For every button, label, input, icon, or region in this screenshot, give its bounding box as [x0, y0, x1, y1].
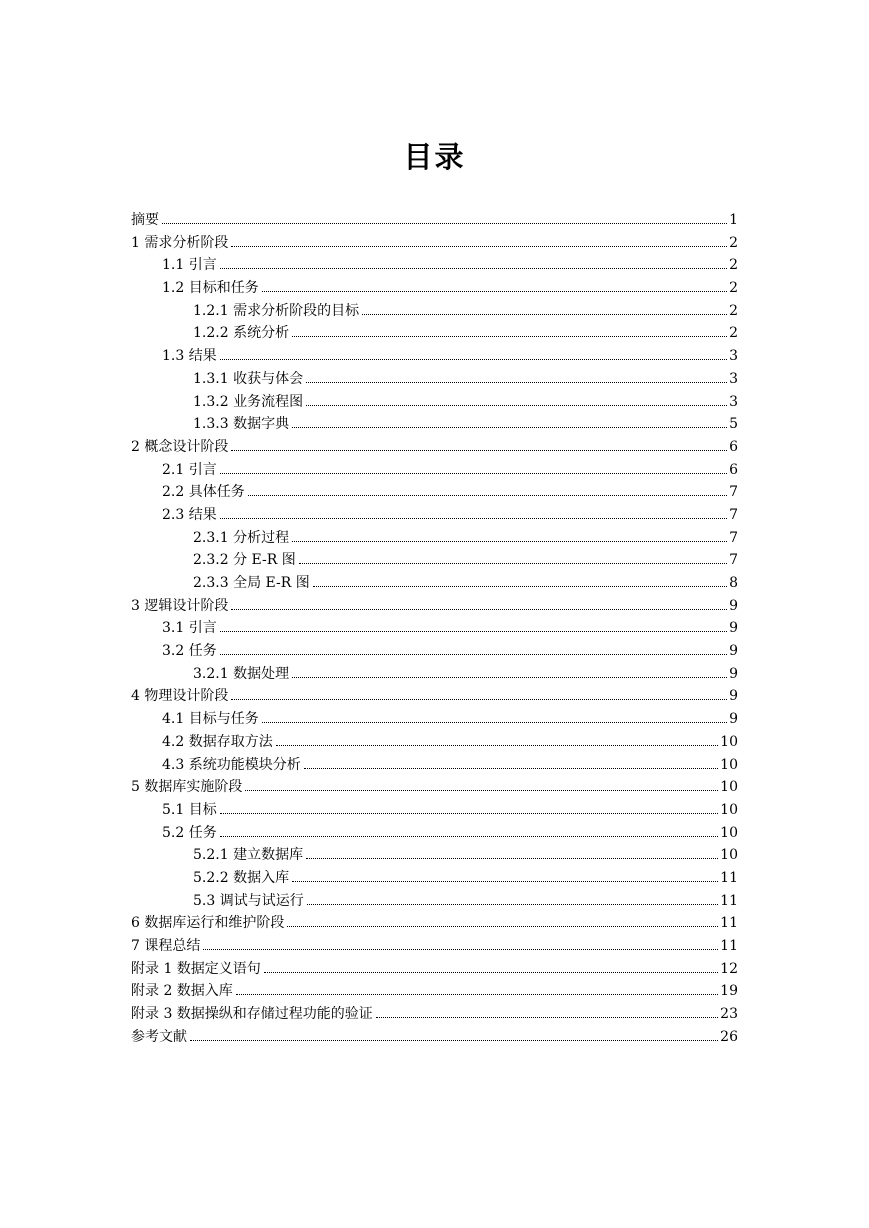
toc-entry-label: 2.3.2 分 E-R 图 [193, 552, 296, 569]
toc-dot-leader [245, 790, 718, 791]
toc-entry-page-number: 11 [720, 938, 738, 954]
toc-entry[interactable] [131, 912, 738, 935]
toc-dot-leader [292, 541, 727, 542]
toc-dot-leader [292, 881, 718, 882]
toc-dot-leader [231, 246, 727, 247]
toc-entry[interactable] [131, 708, 738, 731]
toc-entry[interactable] [131, 345, 738, 368]
toc-dot-leader [262, 291, 727, 292]
toc-dot-leader [306, 858, 718, 859]
toc-entry-page-number: 12 [720, 960, 738, 977]
toc-entry-label: 5.2.2 数据入库 [193, 869, 290, 886]
toc-entry-page-number: 9 [729, 711, 738, 728]
toc-dot-leader [262, 722, 727, 723]
toc-dot-leader [231, 609, 727, 610]
toc-entry-label: 附录 1 数据定义语句 [131, 960, 261, 977]
toc-dot-leader [264, 972, 718, 973]
toc-entry-label: 2 概念设计阶段 [131, 438, 229, 455]
toc-dot-leader [220, 654, 727, 655]
toc-entry-page-number: 10 [720, 824, 738, 841]
toc-entry-page-number: 2 [729, 325, 738, 342]
toc-entry-label: 1.3.3 数据字典 [193, 416, 290, 433]
toc-entry[interactable] [131, 958, 738, 981]
toc-entry[interactable] [131, 685, 738, 708]
toc-entry[interactable] [131, 595, 738, 618]
toc-entry-page-number: 10 [720, 779, 738, 796]
toc-entry-page-number: 3 [729, 348, 738, 365]
toc-entry-page-number: 11 [720, 892, 738, 909]
toc-entry-label: 3.2 任务 [162, 643, 217, 660]
toc-dot-leader [220, 268, 727, 269]
toc-entry-label: 1.3.1 收获与体会 [193, 370, 304, 387]
toc-dot-leader [287, 926, 718, 927]
toc-dot-leader [203, 949, 718, 950]
toc-entry-label: 5.2.1 建立数据库 [193, 847, 304, 864]
toc-entry[interactable] [131, 436, 738, 459]
toc-dot-leader [220, 813, 718, 814]
toc-entry-label: 1.2.1 需求分析阶段的目标 [193, 302, 360, 319]
toc-entry-label: 摘要 [131, 212, 159, 228]
toc-entry-label: 7 课程总结 [131, 938, 201, 954]
toc-dot-leader [292, 427, 727, 428]
toc-dot-leader [299, 563, 727, 564]
toc-entry[interactable] [131, 391, 738, 414]
toc-entry[interactable] [131, 209, 738, 232]
toc-dot-leader [292, 336, 727, 337]
toc-entry-label: 3.1 引言 [162, 620, 217, 637]
toc-entry[interactable] [131, 935, 738, 958]
toc-entry[interactable] [131, 368, 738, 391]
toc-entry-page-number: 9 [729, 688, 738, 705]
toc-entry[interactable] [131, 822, 738, 845]
toc-entry[interactable] [131, 459, 738, 482]
toc-entry-label: 4 物理设计阶段 [131, 688, 229, 705]
toc-entry-page-number: 11 [720, 915, 738, 932]
toc-entry-label: 5.2 任务 [162, 824, 217, 841]
toc-entry-label: 5.1 目标 [162, 801, 217, 818]
toc-dot-leader [220, 359, 727, 360]
toc-entry-page-number: 10 [720, 733, 738, 750]
toc-entry-page-number: 9 [729, 643, 738, 660]
toc-dot-leader [236, 994, 718, 995]
toc-entry[interactable] [131, 572, 738, 595]
toc-dot-leader [190, 1040, 718, 1041]
toc-entry[interactable] [131, 731, 738, 754]
toc-entry-label: 2.3 结果 [162, 506, 217, 523]
toc-entry-label: 4.2 数据存取方法 [162, 733, 273, 750]
toc-entry[interactable] [131, 980, 738, 1003]
toc-entry[interactable] [131, 867, 738, 890]
toc-entry-page-number: 7 [729, 552, 738, 569]
toc-entry[interactable] [131, 549, 738, 572]
toc-dot-leader [162, 223, 727, 224]
toc-entry[interactable] [131, 277, 738, 300]
toc-dot-leader [220, 473, 727, 474]
toc-entry-page-number: 9 [729, 597, 738, 614]
toc-entry-label: 2.3.3 全局 E-R 图 [193, 575, 310, 591]
toc-entry-page-number: 7 [729, 506, 738, 523]
toc-dot-leader [276, 745, 718, 746]
toc-dot-leader [220, 836, 718, 837]
toc-entry[interactable] [131, 754, 738, 777]
toc-entry[interactable] [131, 527, 738, 550]
toc-entry-page-number: 1 [729, 212, 738, 228]
toc-entry-page-number: 26 [720, 1028, 738, 1045]
toc-entry-page-number: 10 [720, 847, 738, 864]
toc-entry-page-number: 3 [729, 393, 738, 410]
toc-entry-label: 4.1 目标与任务 [162, 711, 259, 728]
toc-dot-leader [306, 405, 727, 406]
toc-dot-leader [220, 518, 727, 519]
toc-entry-label: 5 数据库实施阶段 [131, 779, 243, 796]
toc-entry-label: 5.3 调试与试运行 [193, 892, 304, 909]
toc-entry-page-number: 6 [729, 461, 738, 478]
toc-entry-page-number: 19 [720, 983, 738, 1000]
toc-entry-label: 1 需求分析阶段 [131, 234, 229, 251]
toc-entry[interactable] [131, 1026, 738, 1049]
toc-entry-page-number: 2 [729, 280, 738, 297]
toc-entry-label: 1.1 引言 [162, 257, 217, 274]
toc-dot-leader [248, 495, 727, 496]
toc-entry[interactable] [131, 776, 738, 799]
toc-entry-label: 1.2 目标和任务 [162, 280, 259, 297]
toc-dot-leader [313, 586, 727, 587]
toc-entry[interactable] [131, 481, 738, 504]
toc-entry[interactable] [131, 232, 738, 255]
toc-entry-page-number: 7 [729, 529, 738, 546]
toc-entry[interactable] [131, 890, 738, 913]
toc-dot-leader [231, 450, 727, 451]
table-of-contents [131, 209, 738, 1048]
toc-entry-page-number: 2 [729, 257, 738, 274]
toc-entry-label: 附录 3 数据操纵和存储过程功能的验证 [131, 1006, 373, 1023]
toc-entry[interactable] [131, 300, 738, 323]
toc-entry-label: 2.1 引言 [162, 461, 217, 478]
toc-entry-page-number: 2 [729, 234, 738, 251]
toc-entry[interactable] [131, 254, 738, 277]
toc-entry-page-number: 6 [729, 438, 738, 455]
toc-entry-label: 2.2 具体任务 [162, 484, 245, 501]
toc-entry-label: 3.2.1 数据处理 [193, 665, 290, 682]
toc-entry-page-number: 10 [720, 756, 738, 773]
toc-dot-leader [362, 314, 727, 315]
toc-entry-page-number: 5 [729, 416, 738, 433]
toc-entry-page-number: 7 [729, 484, 738, 501]
toc-entry-label: 1.3 结果 [162, 348, 217, 365]
toc-entry-page-number: 2 [729, 302, 738, 319]
toc-entry-page-number: 9 [729, 620, 738, 637]
toc-entry[interactable] [131, 844, 738, 867]
toc-dot-leader [307, 904, 718, 905]
toc-entry[interactable] [131, 640, 738, 663]
toc-entry-label: 1.2.2 系统分析 [193, 325, 290, 342]
toc-entry-page-number: 9 [729, 665, 738, 682]
page-title: 目录 [403, 140, 466, 174]
toc-dot-leader [376, 1017, 718, 1018]
toc-dot-leader [231, 699, 727, 700]
toc-entry[interactable] [131, 413, 738, 436]
toc-entry[interactable] [131, 322, 738, 345]
toc-entry-label: 4.3 系统功能模块分析 [162, 756, 301, 773]
toc-entry-label: 参考文献 [131, 1028, 187, 1045]
toc-entry-page-number: 23 [720, 1006, 738, 1023]
toc-entry[interactable] [131, 617, 738, 640]
toc-entry-label: 3 逻辑设计阶段 [131, 597, 229, 614]
toc-entry[interactable] [131, 799, 738, 822]
toc-entry[interactable] [131, 663, 738, 686]
toc-entry-label: 1.3.2 业务流程图 [193, 393, 304, 410]
toc-entry-page-number: 10 [720, 801, 738, 818]
toc-dot-leader [292, 677, 727, 678]
toc-entry-page-number: 11 [720, 869, 738, 886]
toc-entry[interactable] [131, 1003, 738, 1026]
toc-entry-label: 附录 2 数据入库 [131, 983, 233, 1000]
toc-dot-leader [220, 631, 727, 632]
toc-entry-page-number: 3 [729, 370, 738, 387]
toc-dot-leader [306, 382, 727, 383]
toc-dot-leader [304, 768, 718, 769]
toc-entry[interactable] [131, 504, 738, 527]
toc-entry-page-number: 8 [729, 575, 738, 591]
toc-entry-label: 2.3.1 分析过程 [193, 529, 290, 546]
toc-entry-label: 6 数据库运行和维护阶段 [131, 915, 285, 932]
